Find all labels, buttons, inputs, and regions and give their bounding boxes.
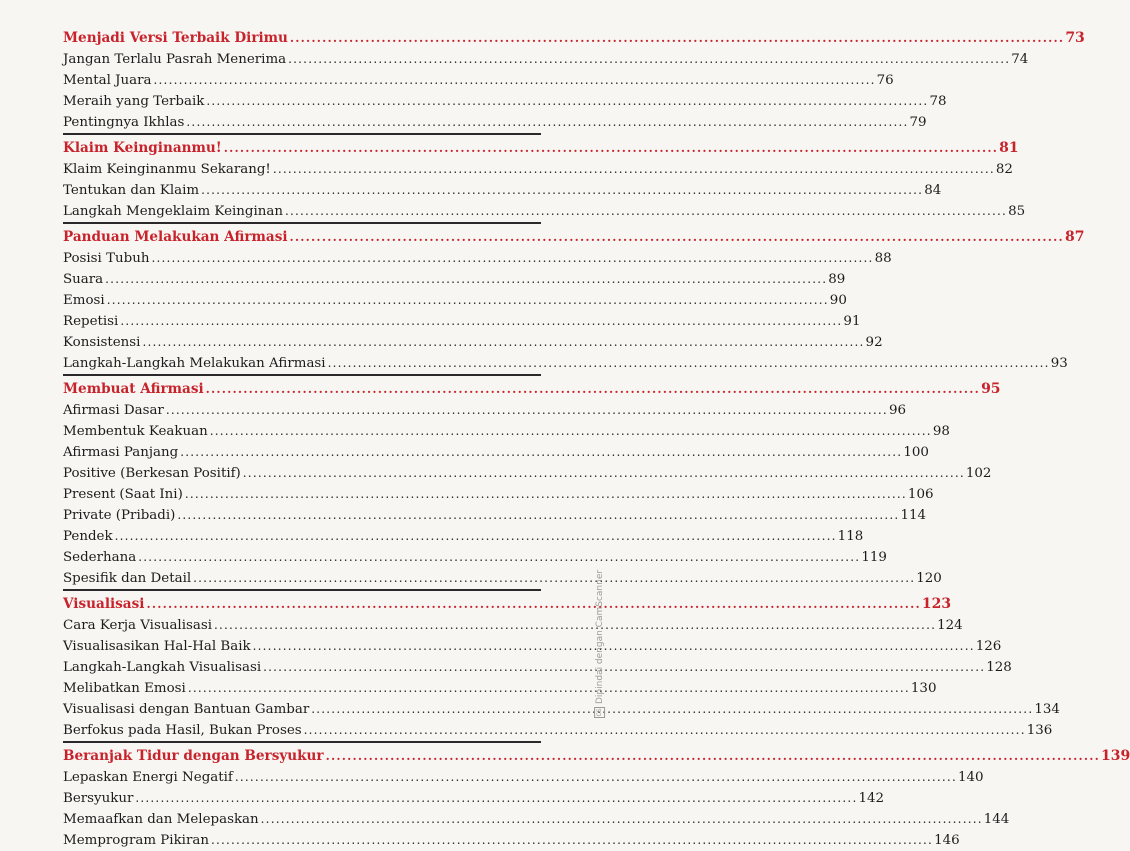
toc-entry-page: 146: [934, 833, 960, 848]
dot-leader: [177, 505, 899, 526]
toc-entry: [63, 720, 1053, 741]
toc-entry: [63, 421, 950, 442]
toc-entry: [63, 269, 846, 290]
dot-leader: [186, 112, 908, 133]
toc-entry: [63, 830, 960, 851]
toc-entry: [63, 809, 1010, 830]
toc-entry-title: Memaafkan dan Melepaskan: [63, 812, 259, 827]
toc-entry-page: 126: [975, 639, 1002, 654]
dot-leader: [210, 421, 932, 442]
section-heading: [63, 226, 1085, 248]
dot-leader: [290, 27, 1064, 49]
toc-entry-page: 134: [1034, 702, 1060, 717]
dot-leader: [180, 442, 902, 463]
toc-entry-title: Meraih yang Terbaik: [63, 94, 205, 109]
section-heading: [63, 593, 952, 615]
dot-leader: [166, 400, 888, 421]
toc-entry-title: Langkah-Langkah Visualisasi: [63, 660, 262, 675]
toc-entry-page: 78: [929, 94, 947, 109]
dot-leader: [146, 593, 920, 615]
toc-entry-page: 144: [983, 812, 1010, 827]
dot-leader: [253, 636, 975, 657]
section-heading-title: Panduan Melakukan Afirmasi: [63, 229, 288, 245]
toc-entry-title: Lepaskan Energi Negatif: [63, 770, 233, 785]
toc-entry-title: Tentukan dan Klaim: [63, 183, 200, 198]
section-heading-page: 95: [981, 381, 1001, 397]
toc-entry-page: 91: [843, 314, 861, 329]
toc-entry-page: 114: [900, 508, 927, 523]
dot-leader: [188, 678, 910, 699]
dot-leader: [142, 332, 864, 353]
toc-entry-page: 118: [837, 529, 864, 544]
dot-leader: [185, 484, 907, 505]
toc-entry-title: Klaim Keinginanmu Sekarang!: [63, 162, 271, 177]
toc-entry-page: 74: [1011, 52, 1029, 67]
toc-entry-page: 102: [965, 466, 992, 481]
toc-entry-page: 100: [903, 445, 929, 460]
dot-leader: [206, 378, 980, 400]
toc-entry: [63, 657, 1012, 678]
toc-entry-title: Afirmasi Dasar: [63, 403, 164, 418]
toc-entry-page: 88: [874, 251, 892, 266]
toc-entry-title: Jangan Terlalu Pasrah Menerima: [63, 52, 287, 67]
toc-entry-page: 140: [957, 770, 984, 785]
dot-leader: [235, 767, 957, 788]
toc-entry: [63, 678, 937, 699]
toc-entry: [63, 484, 934, 505]
toc-entry-page: 92: [865, 335, 883, 350]
dot-leader: [105, 269, 827, 290]
section-heading: [63, 378, 1001, 400]
toc-entry-page: 128: [986, 660, 1012, 675]
dot-leader: [328, 353, 1050, 374]
toc-entry: [63, 332, 883, 353]
toc-entry-page: 96: [888, 403, 906, 418]
toc-entry-title: Suara: [63, 272, 104, 287]
toc-entry-title: Pendek: [63, 529, 113, 544]
toc-entry: [63, 112, 927, 133]
toc-entry-title: Positive (Berkesan Positif): [63, 466, 241, 481]
toc-entry-page: 85: [1008, 204, 1026, 219]
section-heading-title: Klaim Keinginanmu!: [63, 140, 222, 156]
section-heading-page: 73: [1065, 30, 1085, 46]
dot-leader: [151, 248, 873, 269]
toc-section: [63, 137, 1026, 224]
toc-entry-title: Berfokus pada Hasil, Bukan Proses: [63, 723, 302, 738]
toc-entry-page: 120: [916, 571, 942, 586]
toc-entry: [63, 463, 992, 484]
section-heading-page: 123: [921, 596, 952, 612]
dot-leader: [263, 657, 985, 678]
toc-entry: [63, 526, 864, 547]
section-divider: [63, 374, 541, 376]
section-divider: [63, 222, 541, 224]
dot-leader: [214, 615, 936, 636]
dot-leader: [288, 49, 1010, 70]
toc-entry: [63, 159, 1013, 180]
dot-leader: [273, 159, 995, 180]
toc-entry: [63, 248, 892, 269]
section-heading-page: 81: [999, 140, 1019, 156]
dot-leader: [261, 809, 983, 830]
dot-leader: [115, 526, 837, 547]
section-heading: [63, 137, 1019, 159]
section-heading-title: Membuat Afirmasi: [63, 381, 204, 397]
toc-entry-page: 82: [995, 162, 1013, 177]
dot-leader: [224, 137, 998, 159]
toc-entry-page: 84: [924, 183, 942, 198]
toc-section: [63, 745, 1130, 851]
toc-entry-page: 93: [1050, 356, 1068, 371]
toc-entry-page: 124: [937, 618, 963, 633]
scanner-watermark: [594, 570, 605, 718]
dot-leader: [193, 568, 915, 589]
section-heading: [63, 745, 1130, 767]
toc-entry: [63, 353, 1068, 374]
toc-entry-title: Konsistensi: [63, 335, 141, 350]
dot-leader: [138, 547, 860, 568]
toc-entry: [63, 767, 984, 788]
toc-entry-title: Present (Saat Ini): [63, 487, 183, 502]
toc-entry: [63, 505, 927, 526]
toc-entry-page: 142: [858, 791, 885, 806]
toc-entry-page: 76: [876, 73, 894, 88]
dot-leader: [154, 70, 876, 91]
toc-entry-title: Spesifik dan Detail: [63, 571, 192, 586]
toc-entry-title: Private (Pribadi): [63, 508, 176, 523]
toc-entry-page: 79: [909, 115, 927, 130]
toc-entry: [63, 442, 929, 463]
section-heading-title: Visualisasi: [63, 596, 145, 612]
section-divider: [63, 589, 541, 591]
section-heading-page: 139: [1101, 748, 1130, 764]
toc-entry: [63, 311, 861, 332]
dot-leader: [211, 830, 933, 851]
toc-entry-title: Sederhana: [63, 550, 137, 565]
toc-entry-page: 106: [907, 487, 934, 502]
toc-entry-title: Visualisasikan Hal-Hal Baik: [63, 639, 251, 654]
toc-entry-page: 98: [932, 424, 950, 439]
toc-entry: [63, 49, 1029, 70]
section-divider: [63, 741, 541, 743]
toc-entry: [63, 290, 847, 311]
section-heading-title: Beranjak Tidur dengan Bersyukur: [63, 748, 324, 764]
toc-entry-title: Afirmasi Panjang: [63, 445, 179, 460]
toc-section: [63, 226, 1085, 376]
toc-entry-title: Repetisi: [63, 314, 119, 329]
toc-entry: [63, 788, 885, 809]
dot-leader: [290, 226, 1064, 248]
toc-entry-title: Memprogram Pikiran: [63, 833, 209, 848]
toc-entry-title: Langkah-Langkah Melakukan Afirmasi: [63, 356, 326, 371]
toc-entry-title: Membentuk Keakuan: [63, 424, 208, 439]
dot-leader: [304, 720, 1026, 741]
dot-leader: [135, 788, 857, 809]
dot-leader: [206, 91, 928, 112]
toc-entry-page: 90: [829, 293, 847, 308]
section-heading-title: Menjadi Versi Terbaik Dirimu: [63, 30, 288, 46]
toc-section: [63, 378, 1001, 591]
toc-entry-page: 89: [828, 272, 846, 287]
toc-entry-title: Posisi Tubuh: [63, 251, 150, 266]
toc-entry-title: Melibatkan Emosi: [63, 681, 186, 696]
toc-entry-page: 130: [910, 681, 937, 696]
toc-entry: [63, 636, 1002, 657]
toc-section: [63, 27, 1085, 135]
toc-entry-title: Emosi: [63, 293, 105, 308]
toc-entry-title: Bersyukur: [63, 791, 134, 806]
toc-entry: [63, 91, 947, 112]
toc-entry-title: Visualisasi dengan Bantuan Gambar: [63, 702, 310, 717]
toc-entry: [63, 547, 887, 568]
toc-entry: [63, 400, 906, 421]
section-heading-page: 87: [1064, 229, 1085, 245]
toc-entry-page: 119: [861, 550, 887, 565]
toc-entry: [63, 201, 1026, 222]
dot-leader: [311, 699, 1033, 720]
dot-leader: [243, 463, 965, 484]
toc-entry: [63, 70, 894, 91]
dot-leader: [120, 311, 842, 332]
toc-entry-page: 136: [1026, 723, 1053, 738]
toc-entry: [63, 180, 942, 201]
toc-entry: [63, 568, 942, 589]
section-divider: [63, 133, 541, 135]
toc-entry-title: Cara Kerja Visualisasi: [63, 618, 213, 633]
dot-leader: [285, 201, 1007, 222]
dot-leader: [107, 290, 829, 311]
camscanner-logo-icon: CS: [596, 708, 603, 717]
toc-entry-title: Pentingnya Ikhlas: [63, 115, 185, 130]
dot-leader: [201, 180, 923, 201]
watermark-label: Dipindai dengan CamScanner: [594, 569, 605, 704]
toc-entry-title: Langkah Mengeklaim Keinginan: [63, 204, 283, 219]
dot-leader: [326, 745, 1100, 767]
toc-entry-title: Mental Juara: [63, 73, 152, 88]
section-heading: [63, 27, 1085, 49]
toc-entry: [63, 615, 963, 636]
